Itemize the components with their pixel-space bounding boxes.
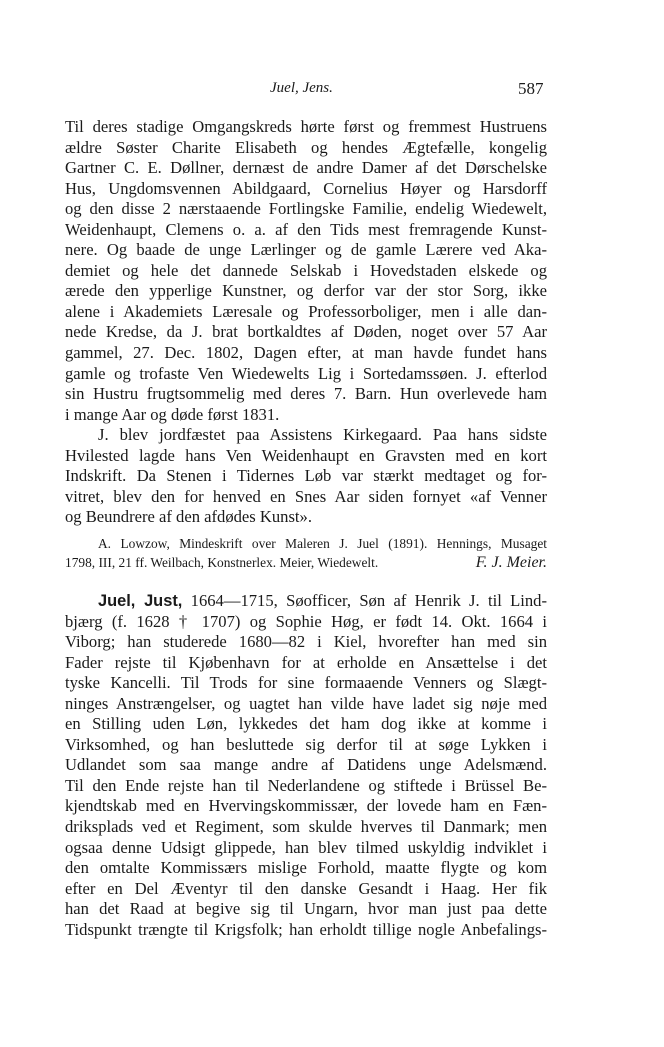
text-line: driksplads ved et Regiment, som skulde hverves til Danmark; men (65, 817, 547, 837)
text-line: Hvilested lagde hans Ven Weidenhaupt en Gravsten med en kort (65, 445, 547, 465)
text-line: kjendtskab med en Hvervingskommissær, der lovede ham en Fæn- (65, 796, 547, 816)
text-line: Udlandet som saa mange andre af Datidens unge Adelsmænd. (65, 755, 547, 775)
text-line: ældre Søster Charite Elisabeth og hendes Ægtefælle, kongelig (65, 137, 547, 157)
entry-first-line (65, 591, 547, 612)
text-line: J. blev jordfæstet paa Assistens Kirkegaard. Paa hans sidste (98, 425, 547, 445)
text-line: bjærg (f. 1628 † 1707) og Sophie Høg, er født 14. Okt. 1664 i (65, 611, 547, 631)
entry-headword: Juel, Just, (98, 592, 183, 610)
text-line: Gartner C. E. Døllner, dernæst de andre Damer af det Dørschelske (65, 158, 547, 178)
text-line: og Beundrere af den afdødes Kunst». (65, 507, 312, 527)
text-line: ogsaa denne Udsigt glippede, han blev tilmed uskyldig indviklet i (65, 837, 547, 857)
author-signature: F. J. Meier. (475, 554, 547, 571)
running-head (0, 80, 664, 104)
text-line: Tidspunkt trængte til Krigsfolk; han erholdt tillige nogle Anbefalings- (65, 919, 547, 939)
text-line: gammel, 27. Dec. 1802, Dagen efter, at man havde fundet hans (65, 343, 547, 363)
bibliography-references (65, 534, 547, 572)
text-line: Indskrift. Da Stenen i Tidernes Løb var stærkt medtaget og for- (65, 466, 547, 486)
reference-line-with-signature (65, 553, 547, 572)
reference-line: 1798, III, 21 ff. Weilbach, Konstnerlex. Meier, Wiedewelt. (65, 555, 379, 570)
reference-line: A. Lowzow, Mindeskrift over Maleren J. Juel (1891). Hennings, Musaget (98, 536, 547, 551)
text-line: gamle og trofaste Ven Wiedewelts Lig i Sortedamssøen. J. efterlod (65, 363, 547, 383)
text-line: Weidenhaupt, Clemens o. a. af den Tids mest fremragende Kunst- (65, 219, 547, 239)
text-line: 1664—1715, Søofficer, Søn af Henrik J. til Lind- (190, 591, 547, 610)
text-line: i mange Aar og døde først 1831. (65, 404, 280, 424)
text-line: en Stilling uden Løn, lykkedes det ham dog ikke at komme i (65, 714, 547, 734)
text-line: efter en Del Æventyr til den danske Gesandt i Haag. Her fik (65, 878, 547, 898)
text-line: ninges Anstrængelser, og uagtet han vilde have ladet sig nøje med (65, 693, 547, 713)
text-line: Hus, Ungdomsvennen Abildgaard, Cornelius Høyer og Harsdorff (65, 178, 547, 198)
text-line: Fader rejste til Kjøbenhavn for at erholde en Ansættelse i det (65, 652, 547, 672)
running-title: Juel, Jens. (270, 80, 333, 96)
paragraph-jens-juel-circle (65, 117, 547, 528)
text-line: nede Kredse, da J. brat bortkaldtes af Døden, noget over 57 Aar (65, 322, 547, 342)
text-line: sin Hustru frugtsommelig med deres 7. Barn. Hun overlevede ham (65, 384, 547, 404)
text-line: tyske Kancelli. Til Trods for sine formaaende Venners og Slægt- (65, 673, 547, 693)
text-line: Til den Ende rejste han til Nederlandene og stiftede i Brüssel Be- (65, 775, 547, 795)
text-line: demiet og hele det dannede Selskab i Hovedstaden elskede og (65, 260, 547, 280)
text-line: vitret, blev den for henved en Snes Aar siden fornyet «af Venner (65, 486, 547, 506)
text-line: alene i Akademiets Læresale og Professorboliger, men i alle dan- (65, 301, 547, 321)
text-line: nere. Og baade de unge Lærlinger og de gamle Lærere ved Aka- (65, 240, 547, 260)
text-line: Til deres stadige Omgangskreds hørte først og fremmest Hustruens (65, 117, 547, 136)
entry-just-juel (65, 591, 547, 940)
text-line: Viborg; han studerede 1680—82 i Kiel, hvorefter han med sin (65, 632, 547, 652)
text-line: Virksomhed, og han besluttede sig derfor til at søge Lykken i (65, 734, 547, 754)
text-line: han det Raad at begive sig til Ungarn, hvor man just paa dette (65, 899, 547, 919)
page-number: 587 (518, 79, 544, 98)
text-line: og den disse 2 nærstaaende Fortlingske Familie, endelig Wiedewelt, (65, 199, 547, 219)
text-line: den omtalte Kommissærs mislige Forhold, maatte flygte og kom (65, 858, 547, 878)
text-line: ærede den ypperlige Kunstner, og derfor var der stor Sorg, ikke (65, 281, 547, 301)
